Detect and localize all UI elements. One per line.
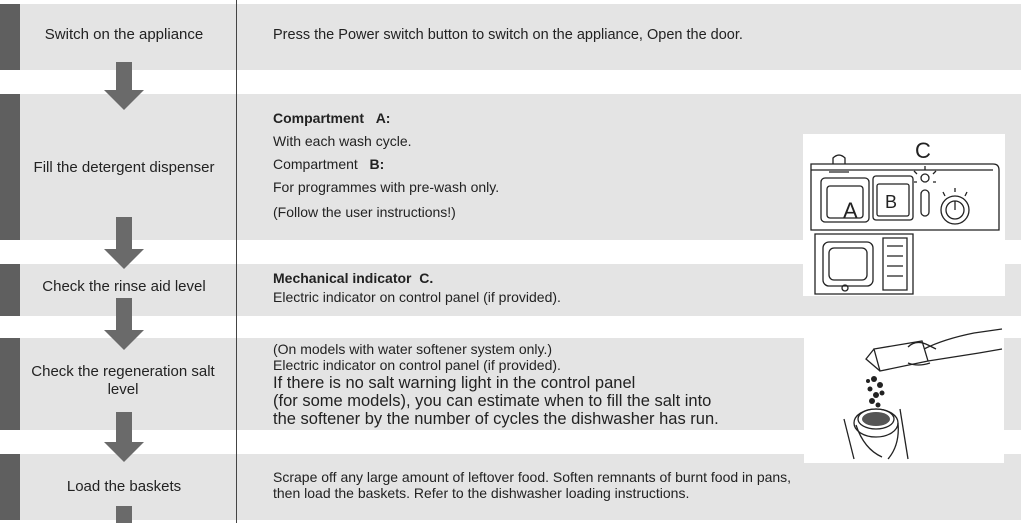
compartment-a-heading (273, 111, 390, 126)
mechanical-indicator-heading (273, 271, 433, 286)
step-label-salt (28, 363, 218, 399)
column-divider (236, 0, 237, 523)
compartment-b-text: For programmes with pre-wash only. (273, 179, 500, 195)
compartment-a-letter: A: (375, 110, 391, 126)
flow-arrow-down-icon (104, 412, 144, 462)
compartment-a-text: With each wash cycle. (273, 133, 412, 149)
compartment-b-title: Compartment (273, 156, 358, 172)
step-label-detergent: Fill the detergent dispenser (33, 159, 215, 176)
step-label-rinse-aid: Check the rinse aid level (42, 278, 206, 295)
flow-arrow-down-icon (104, 217, 144, 269)
dispenser-label-a: A (843, 198, 858, 223)
salt-line-3: If there is no salt warning light in the control panel (273, 374, 636, 392)
step-label-salt-text: Check the regeneration salt level (31, 363, 215, 398)
step1-instruction: Press the Power switch button to switch on the appliance, Open the door. (273, 27, 743, 43)
load-baskets-line-2: then load the baskets. Refer to the dishwasher loading instructions. (273, 485, 690, 501)
step-label-switch-on: Switch on the appliance (44, 26, 204, 43)
salt-line-1: (On models with water softener system only.) (273, 341, 553, 357)
flow-arrow-down-icon (104, 62, 144, 110)
mechanical-indicator-letter: C. (419, 270, 434, 286)
step-accent-bar (0, 264, 20, 316)
salt-line-2: Electric indicator on control panel (if provided). (273, 357, 561, 373)
step-accent-bar (0, 454, 20, 520)
compartment-b-heading (273, 157, 384, 172)
compartment-b-letter: B: (369, 156, 385, 172)
compartment-a-title: Compartment (273, 110, 365, 126)
salt-figure (804, 319, 1004, 463)
step-accent-bar (0, 338, 20, 430)
flow-arrow-down-icon (104, 298, 144, 350)
step-accent-bar (0, 94, 20, 240)
flow-line-continuation (104, 506, 144, 523)
salt-line-5: the softener by the number of cycles the dishwasher has run. (273, 410, 719, 428)
dispenser-figure (803, 134, 1005, 296)
salt-pouring-illustration (804, 319, 1004, 463)
dispenser-label-b: B (885, 192, 898, 212)
dispenser-label-c: C (915, 138, 931, 163)
detergent-note: (Follow the user instructions!) (273, 204, 456, 220)
step-label-load-baskets: Load the baskets (66, 478, 182, 495)
mechanical-indicator-title: Mechanical indicator (273, 270, 412, 286)
dispenser-illustration (803, 134, 1005, 296)
electric-indicator-text: Electric indicator on control panel (if provided). (273, 289, 561, 305)
step-accent-bar (0, 4, 20, 70)
load-baskets-line-1: Scrape off any large amount of leftover food. Soften remnants of burnt food in pans, (273, 469, 792, 485)
salt-line-4: (for some models), you can estimate when to fill the salt into (273, 392, 712, 410)
